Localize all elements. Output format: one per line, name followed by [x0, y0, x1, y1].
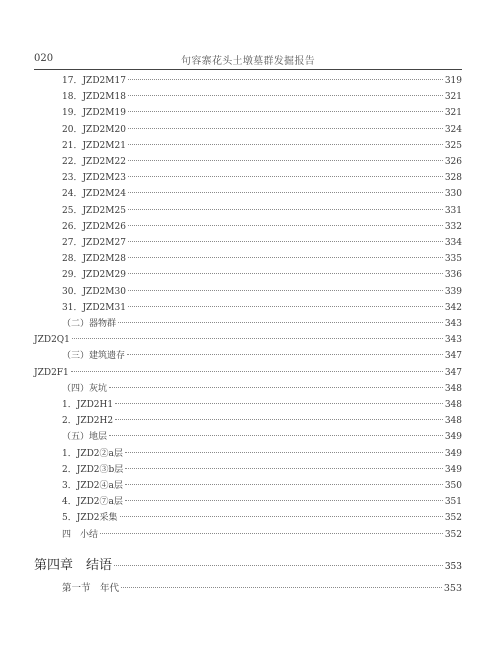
toc-entry-page: 351	[444, 497, 462, 508]
toc-entry	[62, 105, 462, 121]
page-header	[34, 50, 462, 70]
toc-entry	[62, 381, 462, 397]
toc-entry	[62, 581, 462, 597]
page-number: 020	[34, 53, 54, 64]
toc-entry-label: 2．JZD2H2	[62, 416, 114, 427]
toc-entry	[62, 494, 462, 510]
dot-leader	[128, 144, 443, 145]
dot-leader	[128, 306, 443, 307]
toc-entry-page: 349	[444, 448, 462, 459]
toc-entry-page: 352	[444, 513, 462, 524]
dot-leader	[109, 387, 443, 388]
toc-entry	[62, 122, 462, 138]
toc-entry-label: 第一节 年代	[62, 582, 120, 594]
dot-leader	[100, 533, 443, 534]
toc-entry-page: 353	[443, 582, 462, 594]
toc-entry-label: 27．JZD2M27	[62, 238, 126, 248]
toc-entry-page: 324	[444, 124, 462, 135]
dot-leader	[127, 354, 443, 355]
toc-entry-label: 23．JZD2M23	[62, 173, 126, 184]
dot-leader	[128, 241, 443, 242]
toc-entry	[62, 284, 462, 300]
toc-entry-label: 3．JZD2④a层	[62, 481, 123, 491]
toc-entry	[62, 429, 462, 445]
toc-entry	[62, 462, 462, 478]
toc-entry-label: 4．JZD2⑦a层	[62, 497, 123, 508]
toc-entry	[34, 365, 462, 381]
dot-leader	[128, 273, 443, 274]
toc-entry-label: 29．JZD2M29	[62, 270, 126, 281]
toc-entry-label: 5．JZD2采集	[62, 513, 118, 524]
toc-entry	[62, 219, 462, 235]
toc-entry-label: 24．JZD2M24	[62, 189, 126, 200]
toc-entry	[62, 154, 462, 170]
toc-entry-page: 339	[444, 286, 462, 297]
toc-entry-page: 334	[444, 238, 462, 248]
toc-entry-label: 28．JZD2M28	[62, 254, 126, 265]
toc-entry-label: 22．JZD2M22	[62, 157, 126, 167]
dot-leader	[128, 95, 443, 96]
toc-entry-page: 342	[444, 302, 462, 313]
dot-leader	[128, 160, 443, 161]
toc-entry	[62, 138, 462, 154]
toc-entry-page: 335	[444, 254, 462, 265]
dot-leader	[120, 516, 443, 517]
dot-leader	[125, 452, 443, 453]
running-title: 句容寨花头土墩墓群发掘报告	[181, 56, 315, 67]
toc-entry	[62, 73, 462, 89]
toc-entry	[62, 510, 462, 526]
toc-entry-label: （五）地层	[62, 432, 108, 443]
toc-entry-label: 第四章 结语	[34, 557, 113, 573]
header-rule	[34, 69, 462, 70]
dot-leader	[125, 500, 443, 501]
toc-entry-page: 336	[444, 270, 462, 281]
dot-leader	[128, 209, 443, 210]
toc-entry-page: 319	[444, 76, 462, 86]
dot-leader	[128, 257, 443, 258]
toc-entry-page: 348	[444, 416, 462, 427]
toc-entry-label: 20．JZD2M20	[62, 124, 126, 135]
toc-entry-page: 321	[444, 108, 462, 119]
toc-entry	[62, 267, 462, 283]
toc-entry-label: 31．JZD2M31	[62, 302, 126, 313]
toc-entry	[62, 89, 462, 105]
toc-entry-page: 330	[444, 189, 462, 200]
toc-entry-page: 326	[444, 157, 462, 167]
toc-entry-label: 1．JZD2②a层	[62, 448, 123, 459]
toc-entry-label: （三）建筑遗存	[62, 351, 126, 362]
toc-entry	[62, 397, 462, 413]
dot-leader	[128, 128, 443, 129]
toc-entry	[62, 446, 462, 462]
toc-entry	[34, 556, 462, 576]
toc-entry	[62, 348, 462, 364]
toc-entry-page: 350	[444, 481, 462, 491]
dot-leader	[128, 192, 443, 193]
toc-entry-label: JZD2F1	[34, 367, 69, 378]
toc-entry-label: （二）器物群	[62, 319, 117, 329]
toc-entry-label: （四）灰坑	[62, 383, 108, 394]
toc-entry-label: 21．JZD2M21	[62, 140, 126, 151]
dot-leader	[125, 468, 443, 469]
toc-entry-label: 1．JZD2H1	[62, 400, 114, 410]
toc-entry-label: 30．JZD2M30	[62, 286, 126, 297]
dot-leader	[115, 403, 443, 404]
dot-leader	[109, 435, 443, 436]
toc-entry	[62, 203, 462, 219]
dot-leader	[128, 79, 443, 80]
toc-entry-page: 343	[444, 335, 462, 346]
toc-entry-label: 四 小结	[62, 529, 99, 540]
toc-entry-label: 19．JZD2M19	[62, 108, 126, 119]
toc-entry-page: 349	[444, 464, 462, 475]
dot-leader	[125, 484, 443, 485]
toc-entry-page: 353	[444, 561, 462, 572]
dot-leader	[115, 419, 443, 420]
dot-leader	[118, 322, 443, 323]
toc-entry-page: 349	[444, 432, 462, 443]
toc-entry-label: 18．JZD2M18	[62, 92, 126, 103]
toc-entry-page: 325	[444, 140, 462, 151]
toc-entry	[62, 478, 462, 494]
toc-entry	[62, 527, 462, 543]
toc-entry-page: 347	[444, 367, 462, 378]
dot-leader	[71, 371, 443, 372]
toc-entry-page: 348	[444, 400, 462, 410]
toc-entry	[62, 413, 462, 429]
dot-leader	[128, 176, 443, 177]
toc-entry-label: 26．JZD2M26	[62, 221, 126, 232]
toc-entry-label: 25．JZD2M25	[62, 205, 126, 216]
toc-entry	[62, 186, 462, 202]
toc-entry	[62, 300, 462, 316]
toc-entry-label: JZD2Q1	[34, 335, 70, 346]
toc-entry-page: 328	[444, 173, 462, 184]
toc-entry	[34, 332, 462, 348]
dot-leader	[128, 225, 443, 226]
dot-leader	[114, 565, 443, 566]
toc-entry-page: 352	[444, 529, 462, 540]
toc-entry-page: 343	[444, 319, 462, 329]
toc-entry-page: 347	[444, 351, 462, 362]
dot-leader	[121, 587, 442, 588]
toc-entry-label: 2．JZD2③b层	[62, 464, 124, 475]
toc-entry-page: 332	[444, 221, 462, 232]
toc-entry-page: 321	[444, 92, 462, 103]
toc-entry-label: 17．JZD2M17	[62, 76, 126, 86]
dot-leader	[128, 290, 443, 291]
toc-entry-page: 348	[444, 383, 462, 394]
dot-leader	[72, 338, 443, 339]
toc-entry-page: 331	[444, 205, 462, 216]
toc-entry	[62, 170, 462, 186]
toc-entry	[62, 251, 462, 267]
toc-entry	[62, 235, 462, 251]
toc-entry	[62, 316, 462, 332]
dot-leader	[128, 111, 443, 112]
